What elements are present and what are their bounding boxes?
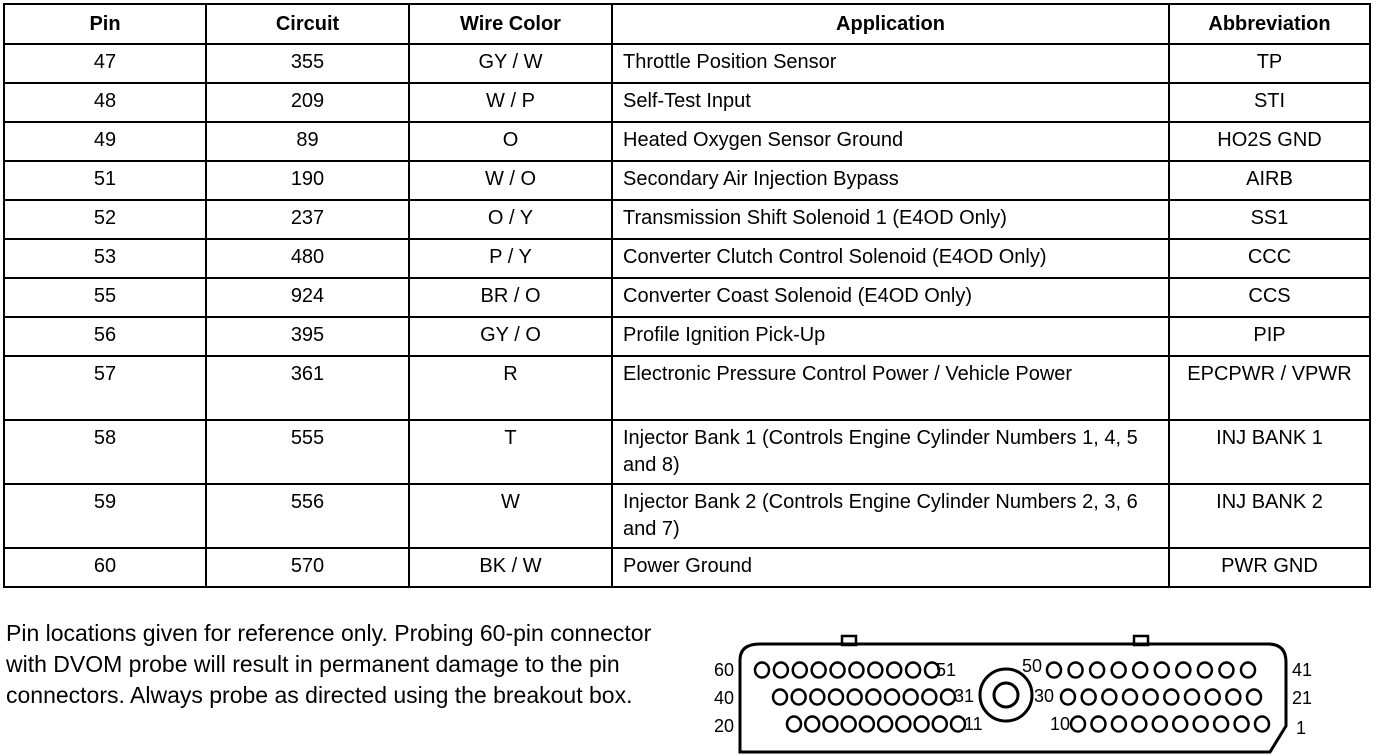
connector-pin-hole: [1194, 717, 1208, 732]
application-cell: Converter Clutch Control Solenoid (E4OD Only): [612, 239, 1169, 278]
pin-label-row3-left-outer: 20: [714, 716, 735, 736]
connector-pin-hole: [1155, 663, 1169, 678]
application-cell: Power Ground: [612, 548, 1169, 587]
abbreviation-cell: CCS: [1169, 278, 1370, 317]
connector-pin-hole: [1226, 690, 1240, 705]
connector-pin-hole: [1102, 690, 1116, 705]
pin-table: [3, 3, 1371, 588]
connector-pin-hole: [1176, 663, 1190, 678]
pin-cell: 60: [4, 548, 206, 587]
pin-cell: 52: [4, 200, 206, 239]
connector-pin-hole: [933, 717, 947, 732]
application-cell: Electronic Pressure Control Power / Vehicle Power: [612, 356, 1169, 420]
connector-pin-hole: [887, 663, 901, 678]
pin-label-row1-left-outer: 60: [714, 660, 735, 680]
pin-cell: 48: [4, 83, 206, 122]
header-pin: Pin: [4, 4, 206, 44]
application-cell: Converter Coast Solenoid (E4OD Only): [612, 278, 1169, 317]
circuit-cell: 190: [206, 161, 409, 200]
connector-pin-hole: [755, 663, 769, 678]
connector-pin-hole: [1132, 717, 1146, 732]
connector-pin-hole: [1090, 663, 1104, 678]
pin-label-row2-left-outer: 40: [714, 688, 735, 708]
circuit-cell: 555: [206, 420, 409, 484]
pin-label-row2-right-outer: 21: [1292, 688, 1313, 708]
pin-label-row2-left-inner: 31: [954, 686, 975, 706]
abbreviation-cell: SS1: [1169, 200, 1370, 239]
abbreviation-cell: PIP: [1169, 317, 1370, 356]
connector-pin-hole: [866, 690, 880, 705]
table-row: [4, 122, 1370, 161]
connector-pin-hole: [792, 690, 806, 705]
table-row: [4, 44, 1370, 83]
pin-cell: 51: [4, 161, 206, 200]
wire-color-cell: GY / O: [409, 317, 612, 356]
pin-cell: 56: [4, 317, 206, 356]
connector-pin-hole: [793, 663, 807, 678]
connector-pin-hole: [787, 717, 801, 732]
connector-pin-hole: [1082, 690, 1096, 705]
table-row: [4, 83, 1370, 122]
wire-color-cell: BK / W: [409, 548, 612, 587]
wire-color-cell: O / Y: [409, 200, 612, 239]
abbreviation-cell: TP: [1169, 44, 1370, 83]
wire-color-cell: R: [409, 356, 612, 420]
abbreviation-cell: EPCPWR / VPWR: [1169, 356, 1370, 420]
connector-pin-hole: [1112, 663, 1126, 678]
connector-pin-hole: [906, 663, 920, 678]
table-row: [4, 420, 1370, 484]
application-cell: Heated Oxygen Sensor Ground: [612, 122, 1169, 161]
pin-cell: 58: [4, 420, 206, 484]
header-abbreviation: Abbreviation: [1169, 4, 1370, 44]
connector-pin-hole: [823, 717, 837, 732]
connector-pin-hole: [829, 690, 843, 705]
connector-pin-hole: [1241, 663, 1255, 678]
wire-color-cell: W: [409, 484, 612, 548]
connector-pin-hole: [812, 663, 826, 678]
circuit-cell: 361: [206, 356, 409, 420]
pin-label-row3-right-outer: 1: [1296, 718, 1307, 738]
connector-pin-hole: [849, 663, 863, 678]
circuit-cell: 480: [206, 239, 409, 278]
circuit-cell: 237: [206, 200, 409, 239]
pin-label-row1-right-outer: 41: [1292, 660, 1313, 680]
connector-pin-hole: [1247, 690, 1261, 705]
abbreviation-cell: HO2S GND: [1169, 122, 1370, 161]
circuit-cell: 570: [206, 548, 409, 587]
header-application: Application: [612, 4, 1169, 44]
connector-pin-hole: [1185, 690, 1199, 705]
wire-color-cell: BR / O: [409, 278, 612, 317]
pin-cell: 59: [4, 484, 206, 548]
connector-pin-hole: [1255, 717, 1269, 732]
table-row: [4, 161, 1370, 200]
connector-pin-hole: [1091, 717, 1105, 732]
connector-pin-hole: [1206, 690, 1220, 705]
table-row: [4, 239, 1370, 278]
circuit-cell: 556: [206, 484, 409, 548]
application-cell: Injector Bank 2 (Controls Engine Cylinder Numbers 2, 3, 6 and 7): [612, 484, 1169, 548]
connector-pin-hole: [774, 663, 788, 678]
connector-pin-hole: [915, 717, 929, 732]
connector-pin-hole: [1069, 663, 1083, 678]
connector-pin-hole: [1235, 717, 1249, 732]
application-cell: Throttle Position Sensor: [612, 44, 1169, 83]
connector-bolt-outer: [980, 669, 1032, 721]
pin-cell: 55: [4, 278, 206, 317]
header-wire-color: Wire Color: [409, 4, 612, 44]
connector-pin-hole: [896, 717, 910, 732]
connector-pin-hole: [1133, 663, 1147, 678]
pin-label-row1-right-inner: 50: [1022, 656, 1043, 676]
connector-pin-hole: [1153, 717, 1167, 732]
circuit-cell: 89: [206, 122, 409, 161]
connector-pin-hole: [1173, 717, 1187, 732]
connector-pin-hole: [1164, 690, 1178, 705]
pin-label-row2-right-inner: 30: [1034, 686, 1055, 706]
pin-cell: 47: [4, 44, 206, 83]
wire-color-cell: T: [409, 420, 612, 484]
connector-diagram: [700, 630, 1313, 752]
table-row: [4, 548, 1370, 587]
wire-color-cell: GY / W: [409, 44, 612, 83]
connector-pin-hole: [1214, 717, 1228, 732]
table-row: [4, 317, 1370, 356]
pin-label-row1-left-inner: 51: [936, 660, 957, 680]
connector-pin-hole: [1123, 690, 1137, 705]
probe-warning-note: Pin locations given for reference only. Probing 60-pin connector with DVOM probe will result in permanent damage to the pin connectors. Always probe as directed using the breakout box.: [6, 620, 652, 708]
wire-color-cell: W / P: [409, 83, 612, 122]
connector-pin-hole: [831, 663, 845, 678]
connector-pin-hole: [878, 717, 892, 732]
connector-outline: [740, 644, 1286, 752]
pin-label-row3-left-inner: 11: [964, 714, 983, 734]
connector-pin-hole: [842, 717, 856, 732]
connector-pin-hole: [868, 663, 882, 678]
connector-pin-hole: [848, 690, 862, 705]
connector-pin-hole: [885, 690, 899, 705]
connector-pin-hole: [951, 717, 965, 732]
abbreviation-cell: PWR GND: [1169, 548, 1370, 587]
application-cell: Transmission Shift Solenoid 1 (E4OD Only): [612, 200, 1169, 239]
pin-cell: 53: [4, 239, 206, 278]
pin-cell: 57: [4, 356, 206, 420]
connector-pin-hole: [941, 690, 955, 705]
abbreviation-cell: INJ BANK 2: [1169, 484, 1370, 548]
abbreviation-cell: AIRB: [1169, 161, 1370, 200]
pin-label-row3-right-inner: 10: [1050, 714, 1071, 734]
application-cell: Self-Test Input: [612, 83, 1169, 122]
circuit-cell: 209: [206, 83, 409, 122]
connector-pin-hole: [860, 717, 874, 732]
table-header-row: [4, 4, 1370, 44]
connector-pin-hole: [1061, 690, 1075, 705]
connector-pin-hole: [1071, 717, 1085, 732]
wire-color-cell: O: [409, 122, 612, 161]
connector-pin-hole: [1219, 663, 1233, 678]
wire-color-cell: P / Y: [409, 239, 612, 278]
connector-pin-hole: [773, 690, 787, 705]
table-row: [4, 200, 1370, 239]
connector-pin-hole: [922, 690, 936, 705]
connector-pin-hole: [1112, 717, 1126, 732]
table-row: [4, 356, 1370, 420]
connector-pin-hole: [1047, 663, 1061, 678]
connector-pin-hole: [1198, 663, 1212, 678]
connector-pin-hole: [810, 690, 824, 705]
connector-bolt-inner: [994, 683, 1018, 707]
circuit-cell: 355: [206, 44, 409, 83]
pin-cell: 49: [4, 122, 206, 161]
abbreviation-cell: STI: [1169, 83, 1370, 122]
wire-color-cell: W / O: [409, 161, 612, 200]
connector-pin-hole: [1144, 690, 1158, 705]
circuit-cell: 924: [206, 278, 409, 317]
abbreviation-cell: CCC: [1169, 239, 1370, 278]
circuit-cell: 395: [206, 317, 409, 356]
table-row: [4, 484, 1370, 548]
application-cell: Profile Ignition Pick-Up: [612, 317, 1169, 356]
connector-pin-hole: [805, 717, 819, 732]
table-row: [4, 278, 1370, 317]
application-cell: Injector Bank 1 (Controls Engine Cylinder Numbers 1, 4, 5 and 8): [612, 420, 1169, 484]
application-cell: Secondary Air Injection Bypass: [612, 161, 1169, 200]
abbreviation-cell: INJ BANK 1: [1169, 420, 1370, 484]
connector-pin-hole: [904, 690, 918, 705]
header-circuit: Circuit: [206, 4, 409, 44]
